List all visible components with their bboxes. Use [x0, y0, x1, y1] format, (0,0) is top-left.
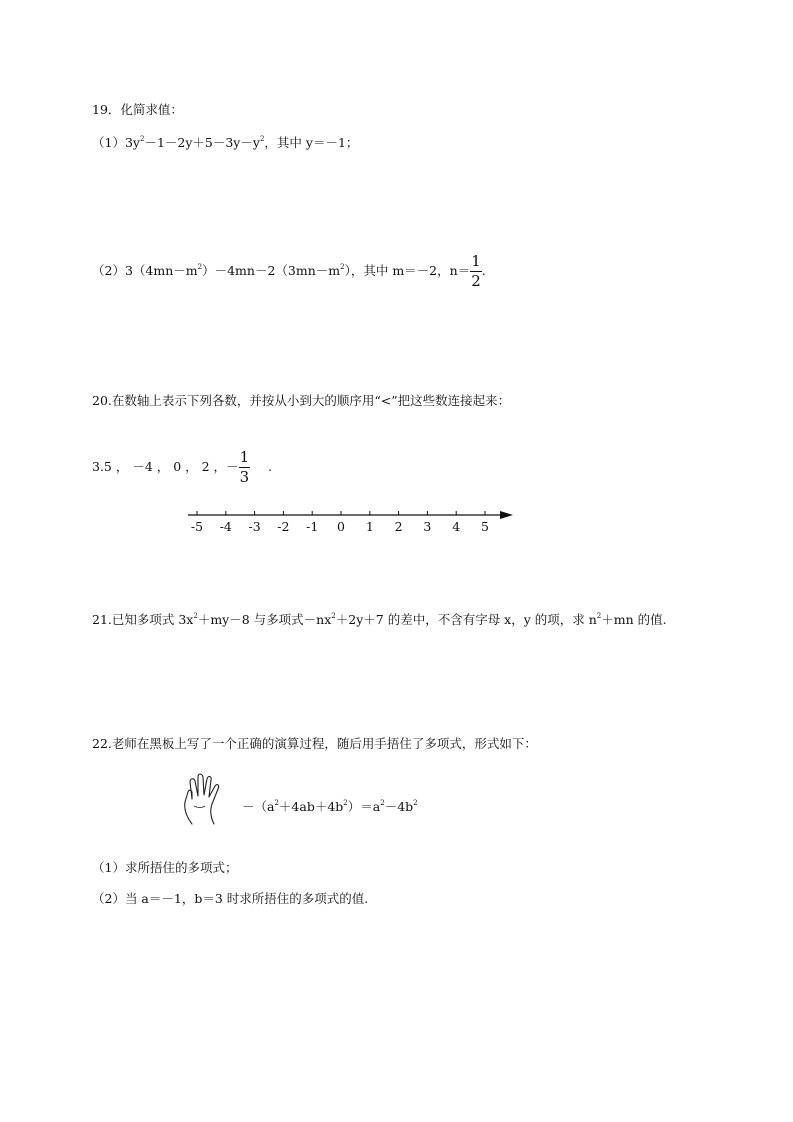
q21-sup2: 2: [331, 612, 336, 620]
number-line-tick-label: -2: [277, 519, 290, 534]
number-line-tick-label: -5: [190, 519, 204, 534]
number-line-tick-label: 3: [423, 519, 432, 534]
q19-p2-text1: 3（4mn－m: [124, 263, 198, 278]
q19-fraction: [470, 254, 482, 289]
number-line: [180, 503, 520, 539]
q21-text1: 21.已知多项式 3x: [92, 612, 194, 627]
q20-fraction: [239, 450, 251, 485]
q19-fraction-numerator: 1: [471, 252, 481, 270]
number-line-tick-label: -1: [306, 519, 319, 534]
number-line-tick-label: 1: [365, 519, 374, 534]
q20-numbers-line: [92, 448, 272, 486]
q20-heading: 20.在数轴上表示下列各数，并按从小到大的顺序用“<”把这些数连接起来：: [92, 393, 511, 408]
q22-heading: 22.老师在黑板上写了一个正确的演算过程，随后用手捂住了多项式，形式如下：: [92, 736, 537, 751]
q22-eq-text3: ）＝a: [347, 799, 381, 814]
number-line-arrow-icon: [500, 511, 513, 519]
q19-p2-sup1: 2: [197, 263, 203, 271]
number-line-tick-label: -4: [219, 519, 232, 534]
q22-eq-text1: －（a: [242, 799, 275, 814]
number-line-tick-label: -3: [248, 519, 261, 534]
q22-eq-sup1: 2: [274, 799, 279, 807]
q19-p2-text4: .: [481, 263, 486, 278]
q19-p1-text2: －1－2y＋5－3y－y: [144, 135, 260, 150]
q19-fraction-denominator: 2: [471, 272, 481, 290]
q19-p2-sup2: 2: [340, 263, 345, 271]
q20-end: .: [268, 459, 273, 474]
q20-fraction-numerator: 1: [239, 448, 250, 466]
q22-eq-text2: ＋4ab＋4b: [278, 799, 344, 814]
q22-eq-text4: －4b: [384, 799, 414, 814]
q20-fraction-denominator: 3: [239, 468, 250, 486]
q19-p1-sup2: 2: [259, 135, 265, 143]
q19-part1: [92, 137, 358, 150]
number-line-tick-label: 4: [452, 519, 461, 534]
q19-part2: [92, 252, 486, 290]
q22-part2: （2）当 a＝－1，b＝3 时求所捂住的多项式的值.: [92, 891, 369, 906]
q22-equation: [242, 801, 418, 814]
q22-part1: （1）求所捂住的多项式；: [92, 860, 238, 875]
q22-eq-sup3: 2: [380, 799, 385, 807]
number-line-tick-label: 0: [337, 519, 345, 534]
q19-p1-text3: ，其中 y＝－1；: [264, 135, 359, 150]
q21-sup1: 2: [193, 612, 198, 620]
q19-p1-label: （1）: [92, 135, 125, 150]
number-line-tick-label: 2: [394, 519, 403, 534]
q21-sup3: 2: [596, 612, 602, 620]
q21-text4: ＋mn 的值.: [601, 612, 667, 627]
q22-eq-sup4: 2: [413, 799, 418, 807]
q19-p1-sup1: 2: [139, 135, 145, 143]
q19-heading: 19．化简求值：: [92, 102, 183, 117]
q21-text3: ＋2y＋7 的差中，不含有字母 x，y 的项，求 n: [335, 612, 597, 627]
q22-eq-sup2: 2: [343, 799, 348, 807]
q21-text: [92, 614, 667, 627]
q21-text2: ＋my－8 与多项式－nx: [197, 612, 332, 627]
q19-p2-text2: ）－4mn－2（3mn－m: [202, 263, 341, 278]
q19-p2-text3: ），其中 m＝－2，n＝: [344, 263, 471, 278]
q20-numbers: 3.5 ， －4 ， 0 ， 2 ，－: [92, 459, 239, 474]
q19-p2-label: （2）: [92, 263, 125, 278]
hand-icon: [180, 772, 230, 828]
q19-p1-text1: 3y: [124, 135, 140, 150]
number-line-tick-label: 5: [481, 519, 489, 534]
